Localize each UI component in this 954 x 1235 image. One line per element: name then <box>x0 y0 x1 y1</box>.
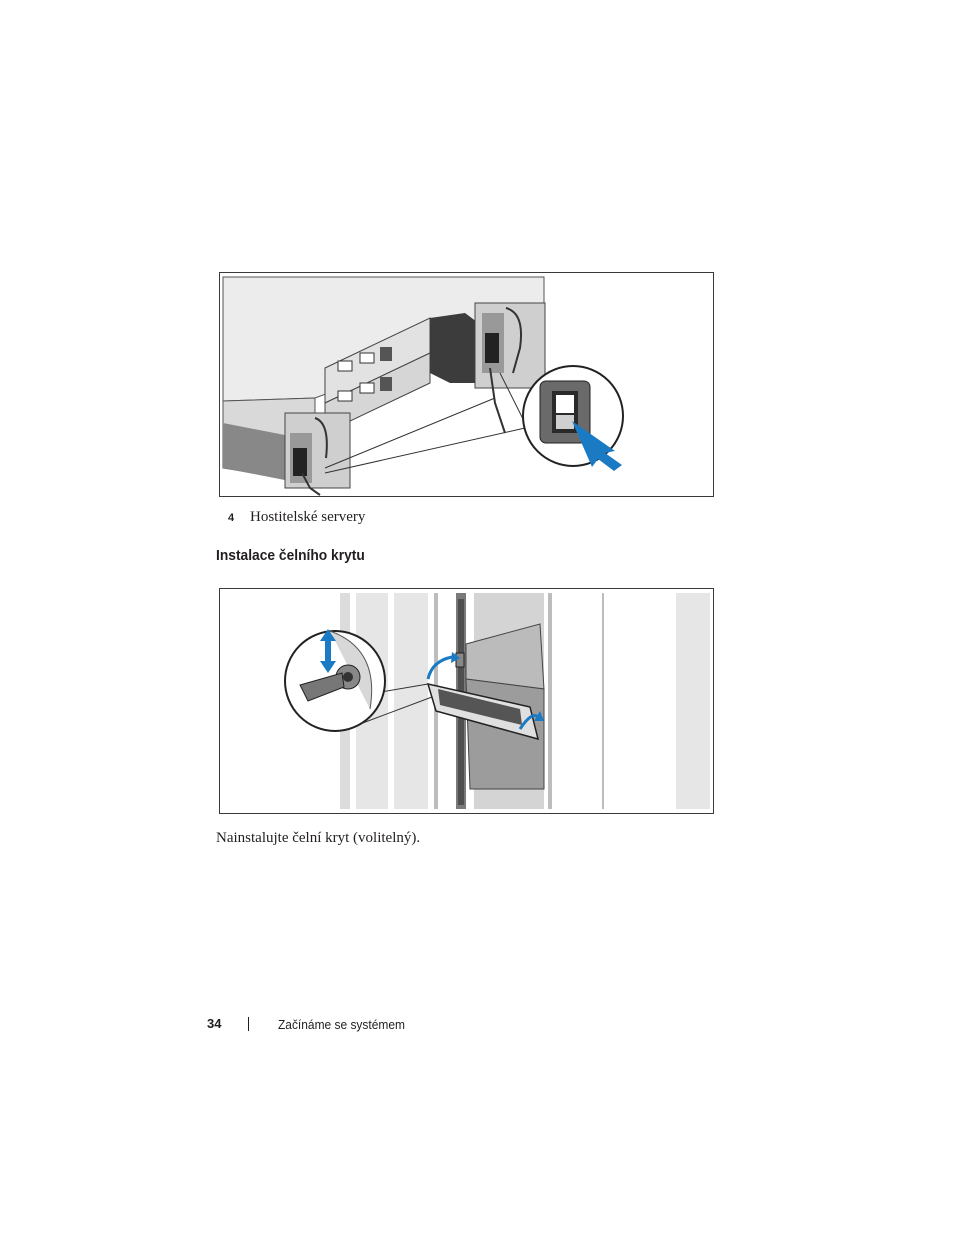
bezel-illustration <box>220 589 713 813</box>
footer-divider <box>248 1017 249 1031</box>
figure-power-switch <box>219 272 714 497</box>
power-supply-illustration <box>220 273 713 496</box>
instruction-text: Nainstalujte čelní kryt (volitelný). <box>216 830 421 846</box>
figure-bezel-install <box>219 588 714 814</box>
running-title: Začínáme se systémem <box>278 1017 405 1032</box>
callout-label: Hostitelské servery <box>250 509 366 525</box>
figure-caption <box>228 509 365 526</box>
callout-number: 4 <box>228 512 235 524</box>
page-number: 34 <box>207 1016 222 1031</box>
section-heading: Instalace čelního krytu <box>216 547 365 564</box>
